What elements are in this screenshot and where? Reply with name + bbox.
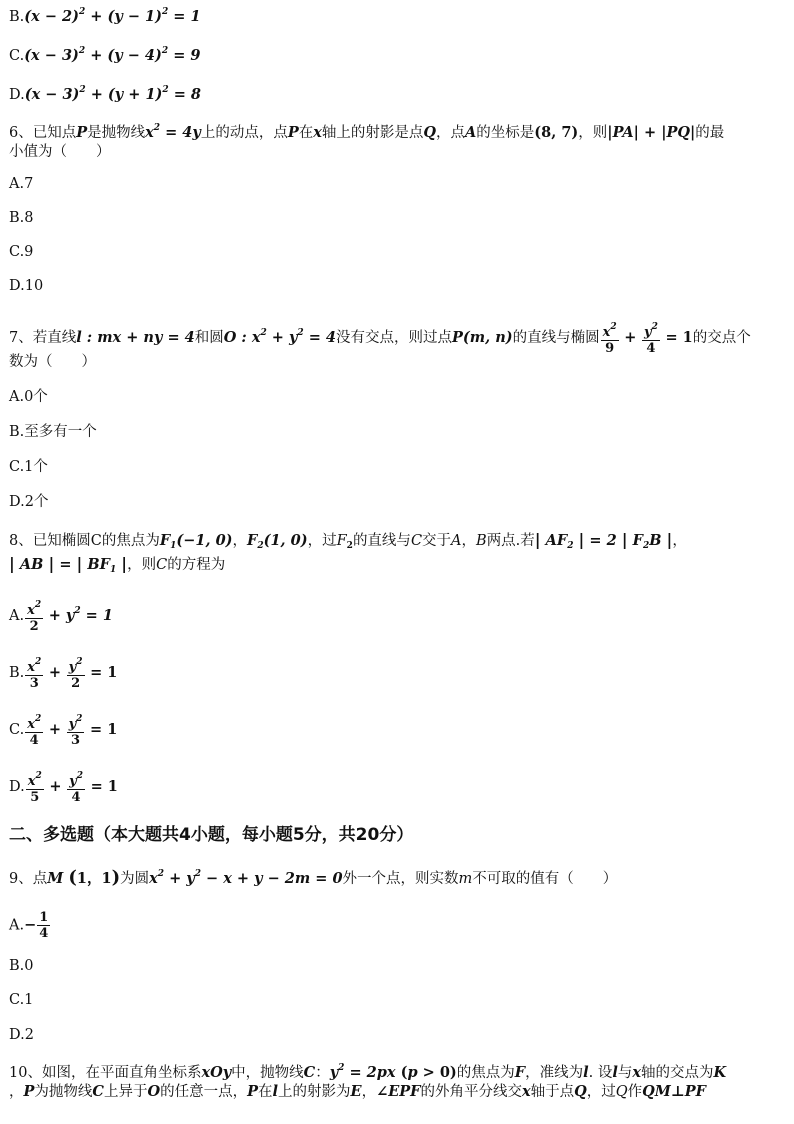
q7-stem-line2: 数为（ ） xyxy=(9,354,96,370)
q8-stem-line1: 8、已知椭圆C的焦点为$F_1(-1$, 0)，$F_2(1$, 0)，过$F_2$的直线与C交于A，B两点.若| $AF_2$ | = 2 | $F_2B$ |， xyxy=(9,530,687,551)
q9-option-a[interactable]: A.− $\frac{1}{4}$ xyxy=(9,910,49,941)
q8-option-c[interactable]: C. $\frac{x^2}{4}$ + $\frac{y^2}{3}$ = 1 xyxy=(9,714,118,748)
q9-option-c[interactable]: C.1 xyxy=(9,992,34,1008)
q6-stem-line2: 小值为（ ） xyxy=(9,144,111,160)
q9-option-d[interactable]: D.2 xyxy=(9,1027,34,1043)
section-heading-multiple-choice: 二、多选题（本大题共4小题，每小题5分，共20分） xyxy=(9,825,414,845)
q6-option-b[interactable]: B.8 xyxy=(9,210,34,226)
q7-option-a[interactable]: A.0个 xyxy=(9,389,48,405)
q6-stem-line1: 6、已知点P是抛物线$x^2 = 4y$上的动点，点P在x轴上的射影是点Q，点A的坐标是(8, 7)，则|PA| + |PQ|的最 xyxy=(9,123,725,141)
q6-option-d[interactable]: D.10 xyxy=(9,278,44,294)
q8-stem-line2: | AB | = | $BF_1$ |，则C的方程为 xyxy=(9,554,226,575)
prev-option-d[interactable]: $D.(x - 3)^2 + (y + 1)^2 = 8$ xyxy=(9,85,202,103)
q6-option-a[interactable]: A.7 xyxy=(9,176,34,192)
q8-option-b[interactable]: B. $\frac{x^2}{3}$ + $\frac{y^2}{2}$ = 1 xyxy=(9,657,118,691)
q10-stem-line1: 10、如图，在平面直角坐标系xOy中，抛物线C：$y^2 = 2px$ (p > 0)的焦点为F，准线为l. 设l与x轴的交点为K xyxy=(9,1063,727,1081)
q7-stem-line1: 7、若直线l : mx + ny = 4和圆O : $x^2 + y^2 = 4$没有交点，则过点P(m, n)的直线与椭圆 $\frac{x^2}{9}$ + $\frac{y^2}{4}$ = 1的交点个 xyxy=(9,322,751,356)
q8-option-a[interactable]: A. $\frac{x^2}{2}$ + $y^2 = 1$ xyxy=(9,600,113,634)
q9-stem: 9、点M (1，1)为圆$x^2 + y^2 - x + y - 2m = 0$外一个点，则实数m不可取的值有（ ） xyxy=(9,867,618,888)
q9-option-b[interactable]: B.0 xyxy=(9,958,34,974)
q10-stem-line2: ，P为抛物线C上异于O的任意一点，P在l上的射影为E，∠EPF的外角平分线交x轴于点Q，过Q作QM⊥PF xyxy=(9,1083,706,1100)
q8-option-d[interactable]: D. $\frac{x^2}{5}$ + $\frac{y^2}{4}$ = 1 xyxy=(9,771,118,805)
prev-option-b[interactable]: $B.(x - 2)^2 + (y - 1)^2 = 1$ xyxy=(9,7,201,25)
q7-option-c[interactable]: C.1个 xyxy=(9,459,48,475)
q6-option-c[interactable]: C.9 xyxy=(9,244,34,260)
q7-option-b[interactable]: B.至多有一个 xyxy=(9,424,97,440)
prev-option-c[interactable]: $C.(x - 3)^2 + (y - 4)^2 = 9$ xyxy=(9,46,201,64)
q7-option-d[interactable]: D.2个 xyxy=(9,494,49,510)
